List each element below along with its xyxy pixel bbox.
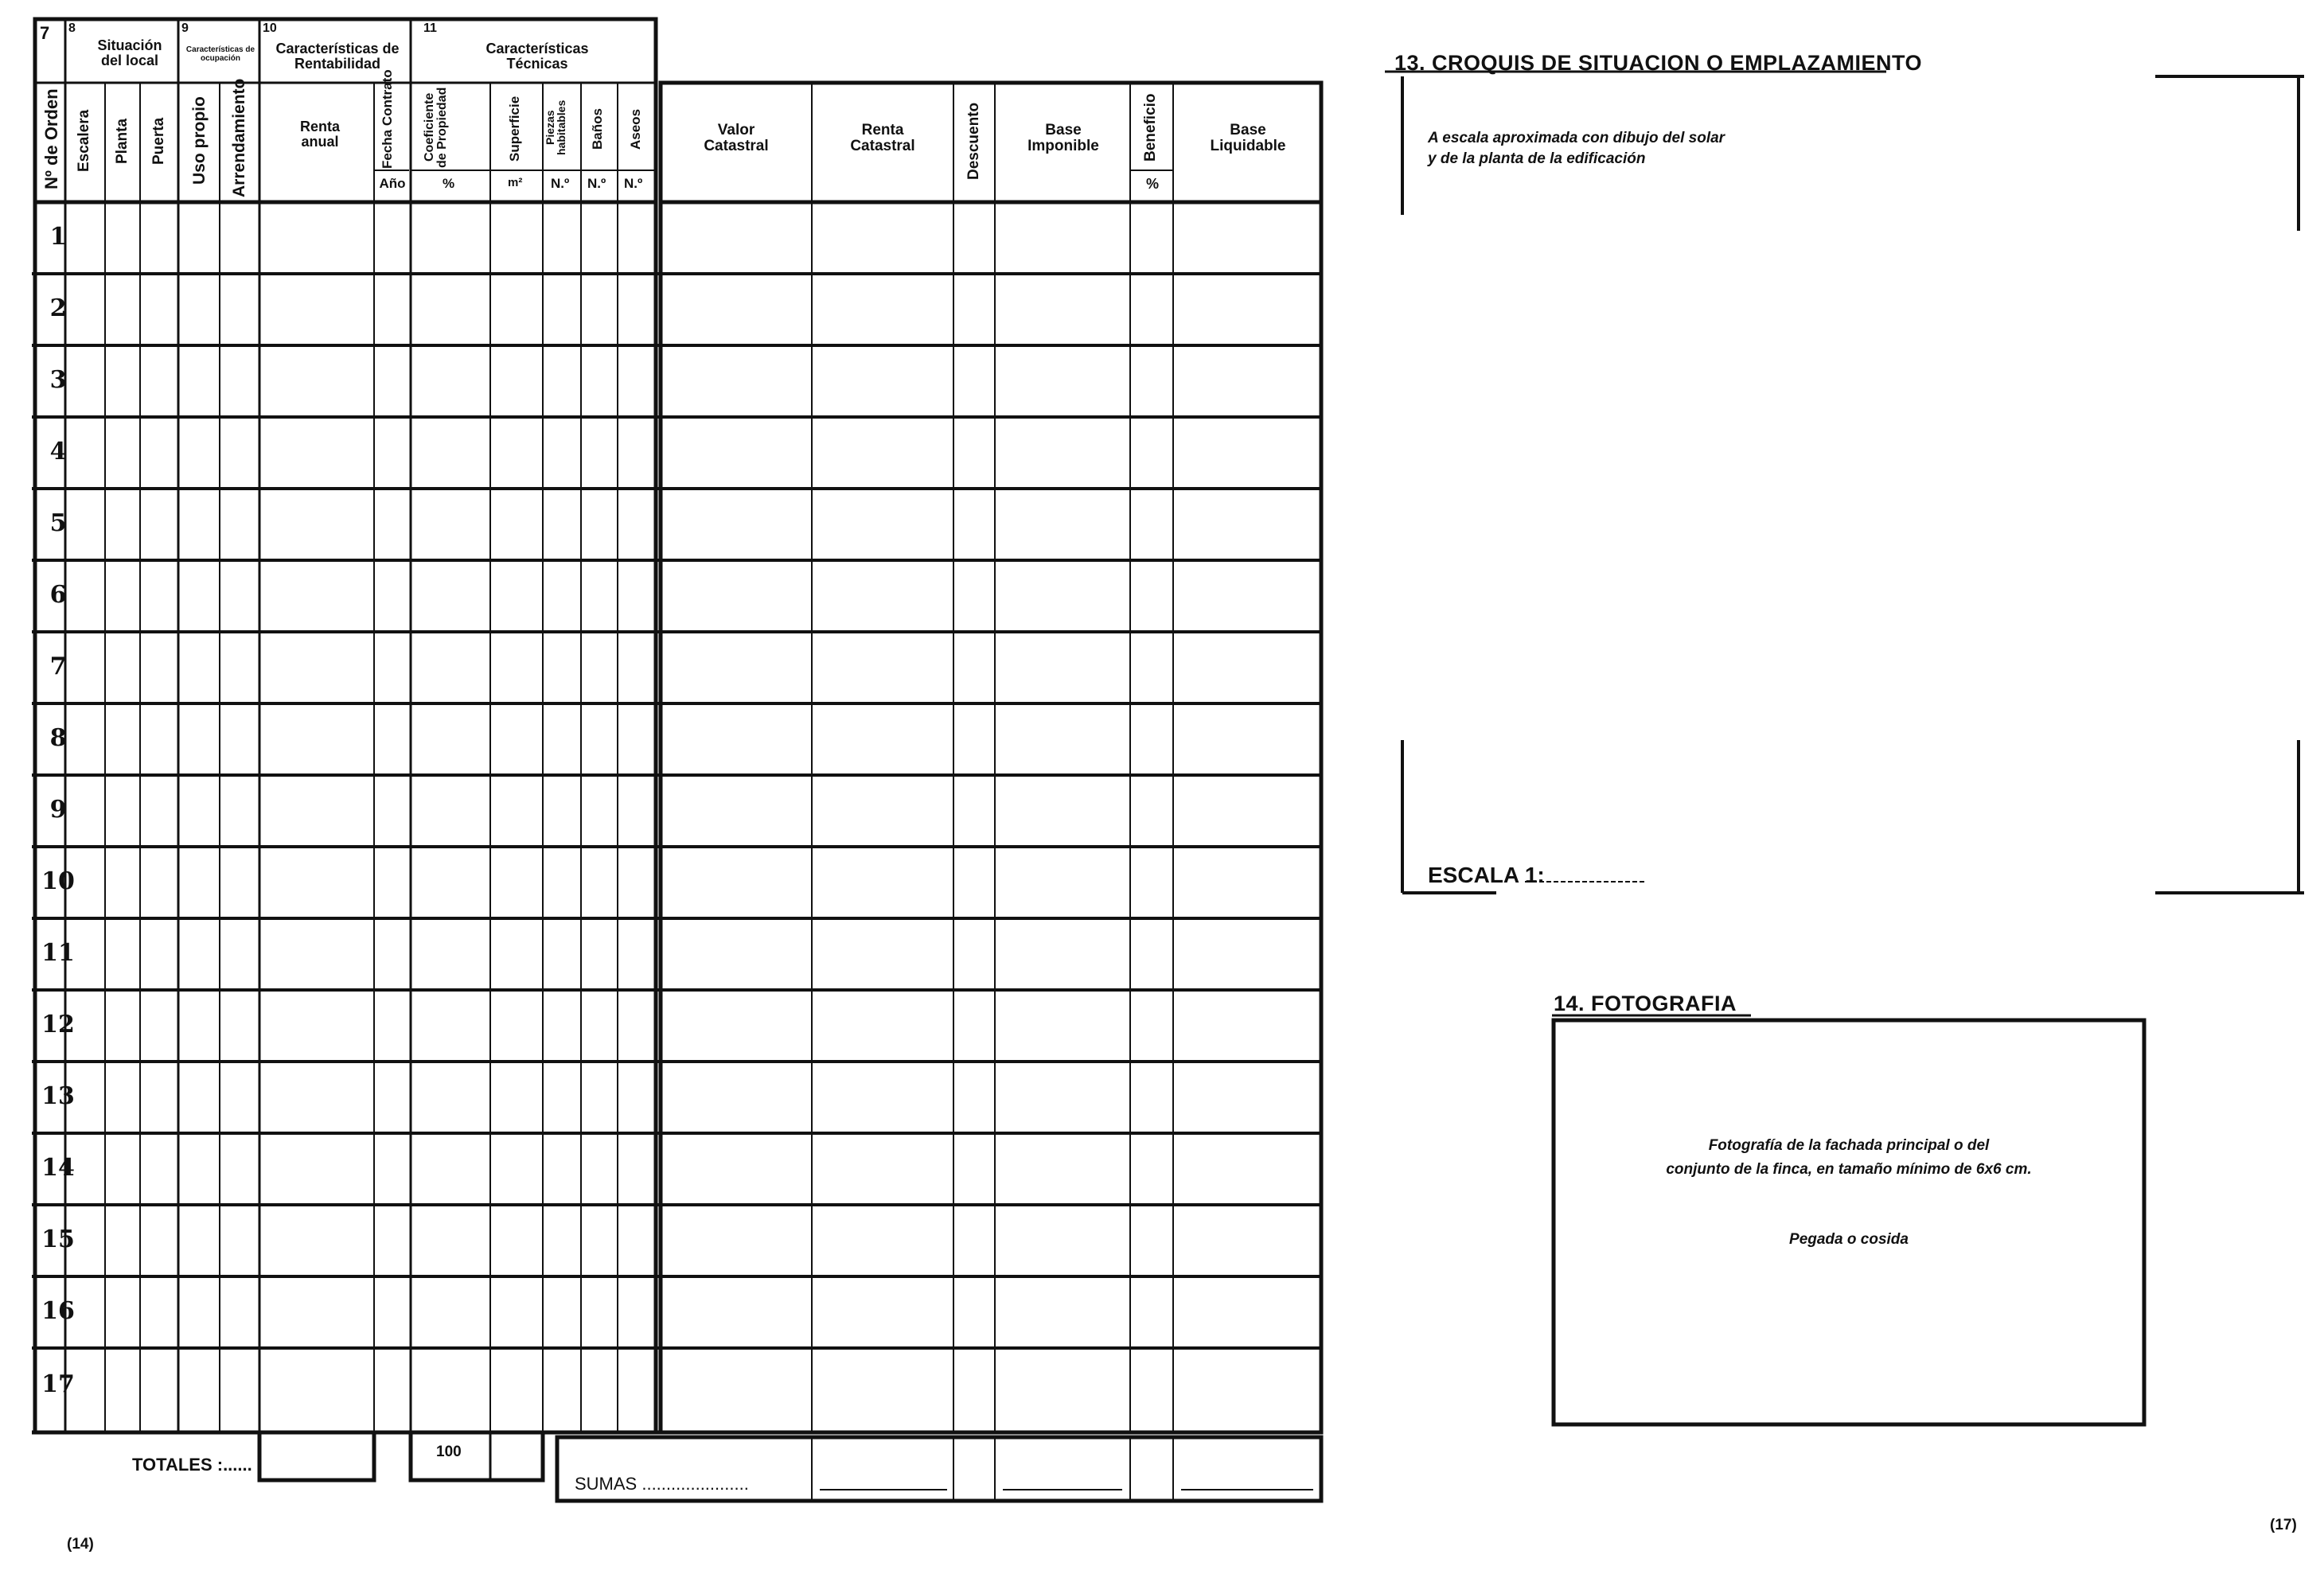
col8-number: 8 <box>68 21 76 35</box>
totales-coef-value: 100 <box>436 1444 462 1460</box>
col11-banos-unit: N.º <box>587 176 606 191</box>
col10-renta-anual: Renta anual <box>299 119 340 150</box>
col11-aseos-unit: N.º <box>624 176 643 191</box>
row-number: 13 <box>41 1082 75 1110</box>
totales-renta-box <box>259 1432 374 1480</box>
croquis-title: 13. CROQUIS DE SITUACION O EMPLAZAMIENTO <box>1394 51 1923 75</box>
row-number: 12 <box>41 1011 75 1038</box>
row-number: 4 <box>49 438 67 466</box>
col11-number: 11 <box>423 21 437 35</box>
col9-number: 9 <box>181 21 189 35</box>
row-number: 2 <box>49 294 67 322</box>
col11-banos: Baños <box>590 108 605 150</box>
row-number: 10 <box>41 867 75 895</box>
col11-title: Características Técnicas <box>485 41 589 72</box>
row-number: 3 <box>49 366 67 394</box>
col11-coeficiente: Coeficiente de Propiedad <box>423 87 449 168</box>
col11-sup-unit: m² <box>508 176 523 189</box>
row-number: 5 <box>49 509 67 537</box>
beneficio-unit: % <box>1146 176 1160 192</box>
croquis-frame <box>1402 76 2304 893</box>
row-number: 6 <box>49 581 67 609</box>
right-table-border <box>661 83 1321 1432</box>
left-table-border <box>35 19 656 1432</box>
col9-title: Características de ocupación <box>185 45 255 63</box>
foto-note-line1: Fotografía de la fachada principal o del <box>1708 1137 1990 1154</box>
col11-piezas: Piezas habitables <box>544 99 567 155</box>
col11-piezas-unit: N.º <box>551 176 570 191</box>
row-number: 9 <box>49 796 67 824</box>
croquis-note-line1: A escala aproximada con dibujo del solar <box>1428 130 1725 146</box>
col7-number: 7 <box>40 23 50 43</box>
col7-label: Nº de Orden <box>41 88 61 190</box>
row-number: 14 <box>41 1154 75 1182</box>
page-number-left: (14) <box>67 1536 94 1553</box>
row-number: 15 <box>41 1225 75 1253</box>
foto-note-line3: Pegada o cosida <box>1789 1231 1909 1248</box>
col8-escalera: Escalera <box>76 109 92 173</box>
col10-fecha-contrato: Fecha Contrato <box>380 69 395 169</box>
totales-label: TOTALES :...... <box>132 1455 252 1475</box>
row-number: 16 <box>41 1297 75 1325</box>
col8-title: Situación del local <box>97 37 162 68</box>
renta-catastral-header: Renta Catastral <box>850 122 915 154</box>
totales-coef-box <box>411 1432 543 1480</box>
foto-title: 14. FOTOGRAFIA <box>1554 992 1737 1015</box>
col9-uso-propio: Uso propio <box>190 96 209 185</box>
col8-planta: Planta <box>114 118 131 164</box>
row-number: 17 <box>41 1370 75 1398</box>
col11-superficie: Superficie <box>507 95 522 162</box>
row-number: 7 <box>49 653 67 680</box>
row-number: 8 <box>49 724 67 752</box>
page-number-right: (17) <box>2270 1517 2297 1533</box>
col11-aseos: Aseos <box>628 108 643 150</box>
escala-label: ESCALA 1: <box>1428 863 1545 887</box>
descuento-header: Descuento <box>965 102 982 180</box>
sumas-label: SUMAS ...................... <box>575 1474 749 1494</box>
col10-ano: Año <box>379 176 406 191</box>
croquis-note-line2: y de la planta de la edificación <box>1428 150 1646 167</box>
foto-note-line2: conjunto de la finca, en tamaño mínimo de 6x6 cm. <box>1666 1161 2032 1178</box>
base-imponible-header: Base Imponible <box>1027 122 1099 154</box>
col9-arrendamiento: Arrendamiento <box>230 78 248 197</box>
col10-title: Características de Rentabilidad <box>275 41 400 72</box>
col10-number: 10 <box>263 21 277 35</box>
foto-box <box>1554 1020 2144 1424</box>
col11-coef-unit: % <box>443 176 455 191</box>
base-liquidable-header: Base Liquidable <box>1210 122 1286 154</box>
col8-puerta: Puerta <box>150 117 167 165</box>
valor-catastral-header: Valor Catastral <box>704 122 769 154</box>
row-number: 1 <box>49 223 67 251</box>
row-number: 11 <box>41 939 75 967</box>
beneficio-header: Beneficio <box>1142 93 1159 162</box>
